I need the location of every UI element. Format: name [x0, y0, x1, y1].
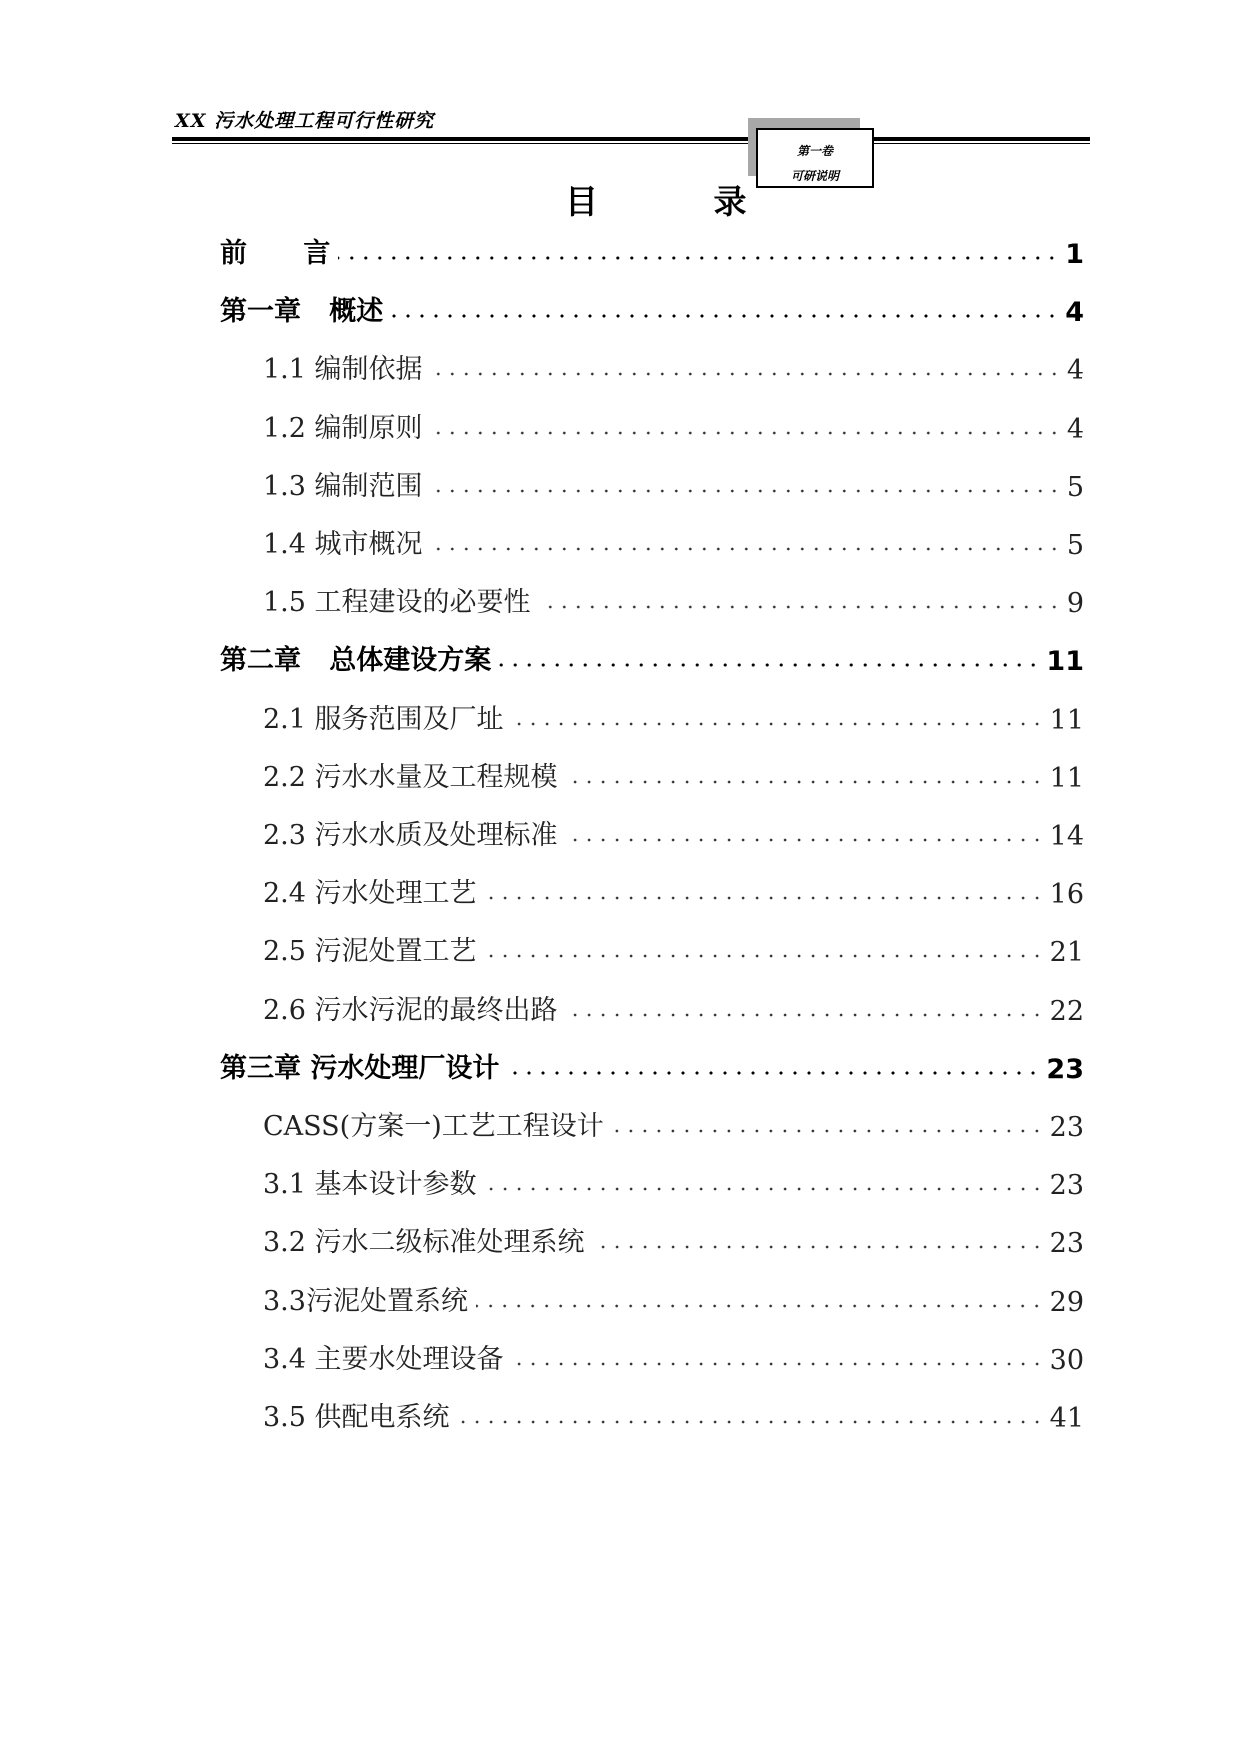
toc-entry-page: 16	[1049, 879, 1084, 911]
toc-entry-label: 1.1 编制依据	[263, 354, 423, 386]
toc-entry-label: 前 言	[220, 238, 331, 269]
toc-entry-page: 4	[1066, 413, 1084, 445]
header-rule-thick	[172, 137, 1090, 141]
toc-dot-leader	[458, 1419, 1044, 1425]
toc-entry-page: 1	[1065, 239, 1084, 270]
toc-dot-leader	[499, 662, 1040, 668]
toc-entry[interactable]	[263, 812, 1084, 852]
toc-entry-label: 1.3 编制范围	[263, 470, 423, 502]
toc-entry-page: 11	[1049, 762, 1084, 794]
toc-entry[interactable]	[263, 987, 1084, 1027]
toc-entry-page: 22	[1049, 995, 1084, 1027]
toc-entry[interactable]	[263, 463, 1084, 503]
toc-entry-label: 2.2 污水水量及工程规模	[263, 761, 558, 793]
toc-entry[interactable]	[263, 1394, 1084, 1434]
toc-entry-label: 3.2 污水二级标准处理系统	[263, 1227, 585, 1259]
document-header-title: XX 污水处理工程可行性研究	[175, 110, 435, 132]
toc-entry[interactable]	[220, 230, 1084, 270]
toc-dot-leader	[612, 1128, 1044, 1134]
toc-entry[interactable]	[263, 928, 1084, 968]
toc-dot-leader	[507, 1070, 1040, 1076]
toc-entry-label: 3.5 供配电系统	[263, 1402, 450, 1433]
toc-dot-leader	[539, 604, 1061, 610]
toc-dot-leader	[566, 779, 1044, 785]
toc-entry-label: 1.4 城市概况	[263, 529, 423, 560]
toc-entry-label: 2.5 污泥处置工艺	[263, 936, 477, 968]
toc-entry-label: 2.1 服务范围及厂址	[263, 703, 504, 735]
toc-entry-page: 23	[1049, 1170, 1084, 1202]
toc-entry-page: 5	[1066, 471, 1084, 503]
toc-entry-label: 2.6 污水污泥的最终出路	[263, 994, 558, 1026]
toc-entry[interactable]	[220, 288, 1084, 328]
toc-entry-page: 4	[1066, 355, 1084, 387]
toc-dot-leader	[431, 430, 1061, 436]
toc-dot-leader	[485, 1186, 1044, 1192]
toc-entry-label: 3.4 主要水处理设备	[263, 1343, 504, 1375]
toc-entry-page: 11	[1046, 646, 1084, 678]
toc-entry[interactable]	[263, 1278, 1084, 1318]
toc-entry-label: 2.3 污水水质及处理标准	[263, 820, 558, 851]
toc-entry-page: 23	[1046, 1053, 1084, 1085]
toc-dot-leader	[338, 255, 1059, 261]
toc-entry-page: 29	[1049, 1286, 1084, 1318]
toc-entry-page: 23	[1049, 1112, 1084, 1143]
toc-entry-page: 9	[1066, 588, 1084, 620]
toc-entry-page: 21	[1049, 937, 1084, 969]
toc-dot-leader	[566, 1012, 1044, 1018]
toc-entry-page: 30	[1049, 1344, 1084, 1376]
toc-dot-leader	[593, 1244, 1044, 1250]
toc-dot-leader	[512, 1361, 1044, 1367]
volume-number: 第一卷	[796, 144, 833, 158]
toc-entry-page: 41	[1049, 1403, 1084, 1434]
toc-entry[interactable]	[263, 346, 1084, 386]
toc-dot-leader	[431, 371, 1061, 377]
toc-entry[interactable]	[263, 521, 1084, 561]
toc-entry-label: 1.5 工程建设的必要性	[263, 587, 531, 619]
toc-entry-label: 2.4 污水处理工艺	[263, 878, 477, 910]
toc-entry-label: 3.3污泥处置系统	[263, 1285, 468, 1317]
toc-entry-label: 第二章 总体建设方案	[220, 645, 492, 677]
toc-entry-page: 11	[1049, 704, 1084, 736]
toc-dot-leader	[485, 953, 1044, 959]
toc-entry-label: 1.2 编制原则	[263, 412, 423, 444]
toc-entry[interactable]	[263, 405, 1084, 445]
toc-title: 目 录	[565, 182, 799, 221]
toc-dot-leader	[485, 895, 1044, 901]
toc-entry-page: 4	[1065, 297, 1084, 329]
volume-name: 可研说明	[790, 169, 839, 183]
toc-entry-label: 3.1 基本设计参数	[263, 1169, 477, 1201]
toc-entry[interactable]	[263, 696, 1084, 736]
toc-entry[interactable]	[220, 637, 1084, 677]
toc-dot-leader	[431, 546, 1061, 552]
toc-entry[interactable]	[263, 1219, 1084, 1259]
toc-entry[interactable]	[263, 1336, 1084, 1376]
toc-entry-label: CASS(方案一)工艺工程设计	[263, 1111, 604, 1142]
toc-dot-leader	[566, 837, 1044, 843]
toc-entry[interactable]	[263, 579, 1084, 619]
toc-entry[interactable]	[263, 1103, 1084, 1143]
header-rule-thin	[172, 143, 1090, 144]
toc-entry-page: 5	[1066, 530, 1084, 561]
toc-entry[interactable]	[263, 1161, 1084, 1201]
toc-entry-label: 第三章 污水处理厂设计	[220, 1052, 500, 1084]
toc-dot-leader	[512, 721, 1044, 727]
toc-entry[interactable]	[263, 754, 1084, 794]
toc-dot-leader	[476, 1303, 1044, 1309]
toc-entry-page: 23	[1049, 1228, 1084, 1260]
toc-dot-leader	[431, 488, 1061, 494]
toc-dot-leader	[391, 313, 1059, 319]
toc-entry[interactable]	[263, 870, 1084, 910]
toc-entry-label: 第一章 概述	[220, 296, 384, 328]
toc-entry[interactable]	[220, 1045, 1084, 1085]
toc-entry-page: 14	[1049, 821, 1084, 852]
